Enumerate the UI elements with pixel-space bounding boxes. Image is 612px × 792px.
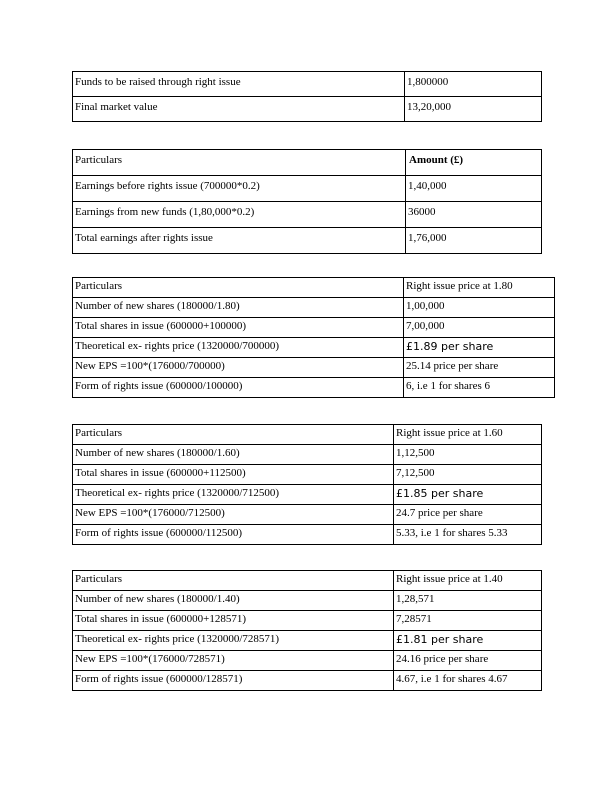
rights-issue-table-1-40 (72, 570, 542, 691)
table-cell: 1,40,000 (406, 176, 542, 202)
table-cell: 1,76,000 (406, 228, 542, 254)
table-header-cell: Particulars (73, 150, 406, 176)
table-cell: 4.67, i.e 1 for shares 4.67 (394, 671, 542, 691)
table-cell: Final market value (73, 97, 405, 122)
table-cell: 1,28,571 (394, 591, 542, 611)
table-row (73, 298, 555, 318)
table-cell: Number of new shares (180000/1.40) (73, 591, 394, 611)
rights-issue-table-1-60 (72, 424, 542, 545)
table-header-cell: Right issue price at 1.60 (394, 425, 542, 445)
table-cell: Total shares in issue (600000+112500) (73, 465, 394, 485)
table-cell: New EPS =100*(176000/700000) (73, 358, 404, 378)
table-cell: Theoretical ex- rights price (1320000/712500) (73, 485, 394, 505)
table-cell: 1,800000 (405, 72, 542, 97)
table-cell: Theoretical ex- rights price (1320000/728571) (73, 631, 394, 651)
table-cell: 25.14 price per share (404, 358, 555, 378)
table-cell: New EPS =100*(176000/712500) (73, 505, 394, 525)
table-cell: Funds to be raised through right issue (73, 72, 405, 97)
table-cell: New EPS =100*(176000/728571) (73, 651, 394, 671)
table-cell: 24.7 price per share (394, 505, 542, 525)
table-row (73, 465, 542, 485)
table-row (73, 228, 542, 254)
table-cell: Earnings before rights issue (700000*0.2) (73, 176, 406, 202)
table-header-cell: Particulars (73, 571, 394, 591)
table-row (73, 591, 542, 611)
table-header-row (73, 150, 542, 176)
table-row (73, 318, 555, 338)
table-row (73, 445, 542, 465)
table-cell: 1,00,000 (404, 298, 555, 318)
table-row (73, 505, 542, 525)
table-header-cell: Particulars (73, 278, 404, 298)
table-row (73, 671, 542, 691)
table-header-row (73, 425, 542, 445)
table-row (73, 525, 542, 545)
table-cell: Total shares in issue (600000+128571) (73, 611, 394, 631)
table-row (73, 631, 542, 651)
table-cell: 7,28571 (394, 611, 542, 631)
table-header-row (73, 571, 542, 591)
table-cell: Total earnings after rights issue (73, 228, 406, 254)
table-row (73, 358, 555, 378)
table-header-cell: Right issue price at 1.40 (394, 571, 542, 591)
table-cell: 5.33, i.e 1 for shares 5.33 (394, 525, 542, 545)
table-cell: 7,12,500 (394, 465, 542, 485)
funds-table (72, 71, 542, 122)
table-row (73, 611, 542, 631)
table-cell: Form of rights issue (600000/100000) (73, 378, 404, 398)
table-cell: 36000 (406, 202, 542, 228)
rights-issue-table-1-80 (72, 277, 555, 398)
table-row (73, 72, 542, 97)
table-header-cell: Amount (£) (406, 150, 542, 176)
table-cell: Earnings from new funds (1,80,000*0.2) (73, 202, 406, 228)
table-cell: Theoretical ex- rights price (1320000/700000) (73, 338, 404, 358)
table-cell: 6, i.e 1 for shares 6 (404, 378, 555, 398)
table-cell: £1.85 per share (394, 485, 542, 505)
table-cell: 7,00,000 (404, 318, 555, 338)
table-header-cell: Right issue price at 1.80 (404, 278, 555, 298)
table-cell: 24.16 price per share (394, 651, 542, 671)
table-row (73, 651, 542, 671)
table-cell: £1.89 per share (404, 338, 555, 358)
table-cell: 13,20,000 (405, 97, 542, 122)
table-header-row (73, 278, 555, 298)
table-row (73, 338, 555, 358)
table-row (73, 378, 555, 398)
table-cell: Number of new shares (180000/1.60) (73, 445, 394, 465)
table-cell: 1,12,500 (394, 445, 542, 465)
table-row (73, 97, 542, 122)
table-cell: Form of rights issue (600000/112500) (73, 525, 394, 545)
table-cell: £1.81 per share (394, 631, 542, 651)
table-cell: Form of rights issue (600000/128571) (73, 671, 394, 691)
table-row (73, 176, 542, 202)
table-header-cell: Particulars (73, 425, 394, 445)
table-row (73, 202, 542, 228)
table-cell: Number of new shares (180000/1.80) (73, 298, 404, 318)
earnings-table (72, 149, 542, 254)
table-cell: Total shares in issue (600000+100000) (73, 318, 404, 338)
table-row (73, 485, 542, 505)
